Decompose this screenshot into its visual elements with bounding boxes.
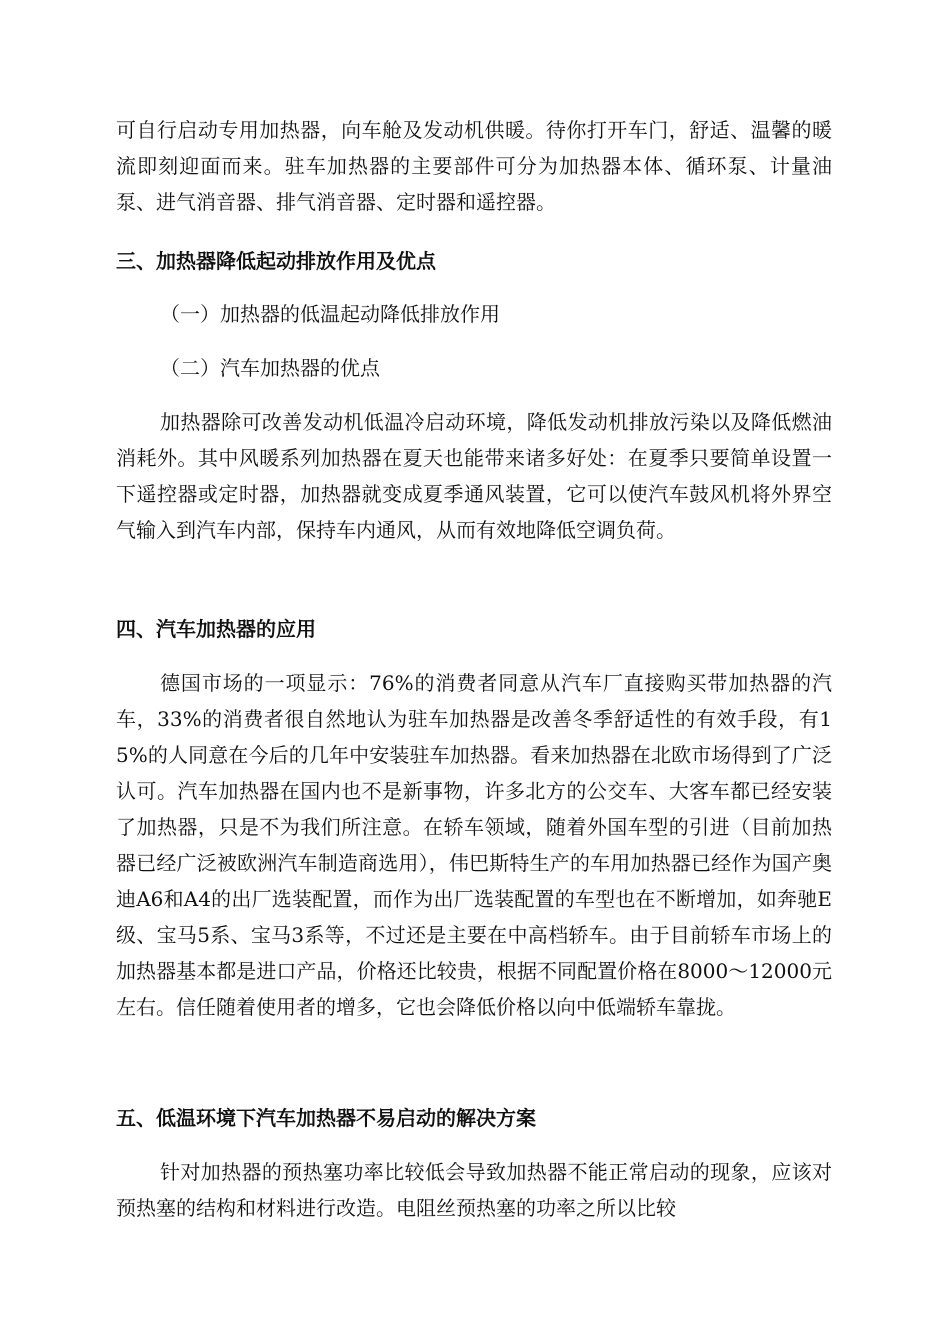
advantages-paragraph: 加热器除可改善发动机低温冷启动环境，降低发动机排放污染以及降低燃油消耗外。其中风暖系列加热器在夏天也能带来诸多好处：在夏季只要简单设置一下遥控器或定时器，加热器就变成夏季通风装置，它可以使汽车鼓风机将外界空气输入到汽车内部，保持车内通风，从而有效地降低空调负荷。: [116, 410, 832, 542]
section-heading-3: 三、加热器降低起动排放作用及优点: [116, 249, 436, 273]
subsection-heading-3-2: （二）汽车加热器的优点: [160, 356, 380, 380]
section-heading-5: 五、低温环境下汽车加热器不易启动的解决方案: [116, 1106, 536, 1130]
subsection-heading-3-1: （一）加热器的低温起动降低排放作用: [160, 302, 500, 326]
intro-paragraph: 可自行启动专用加热器，向车舱及发动机供暖。待你打开车门，舒适、温馨的暖流即刻迎面而来。驻车加热器的主要部件可分为加热器本体、循环泵、计量油泵、进气消音器、排气消音器、定时器和遥控器。: [116, 118, 832, 214]
application-paragraph: 德国市场的一项显示：76%的消费者同意从汽车厂直接购买带加热器的汽车，33%的消费者很自然地认为驻车加热器是改善冬季舒适性的有效手段，有15%的人同意在今后的几年中安装驻车加热器。看来加热器在北欧市场得到了广泛认可。汽车加热器在国内也不是新事物，许多北方的公交车、大客车都已经安装了加热器，只是不为我们所注意。在轿车领域，随着外国车型的引进（目前加热器已经广泛被欧洲汽车制造商选用），伟巴斯特生产的车用加热器已经作为国产奥迪A6和A4的出厂选装配置，而作为出厂选装配置的车型也在不断增加，如奔驰E级、宝马5系、宝马3系等，不过还是主要在中高档轿车。由于目前轿车市场上的加热器基本都是进口产品，价格还比较贵，根据不同配置价格在8000～12000元左右。信任随着使用者的增多，它也会降低价格以向中低端轿车靠拢。: [116, 671, 832, 1019]
solution-paragraph: 针对加热器的预热塞功率比较低会导致加热器不能正常启动的现象，应该对预热塞的结构和材料进行改造。电阻丝预热塞的功率之所以比较: [116, 1160, 832, 1220]
section-heading-4: 四、汽车加热器的应用: [116, 617, 316, 641]
